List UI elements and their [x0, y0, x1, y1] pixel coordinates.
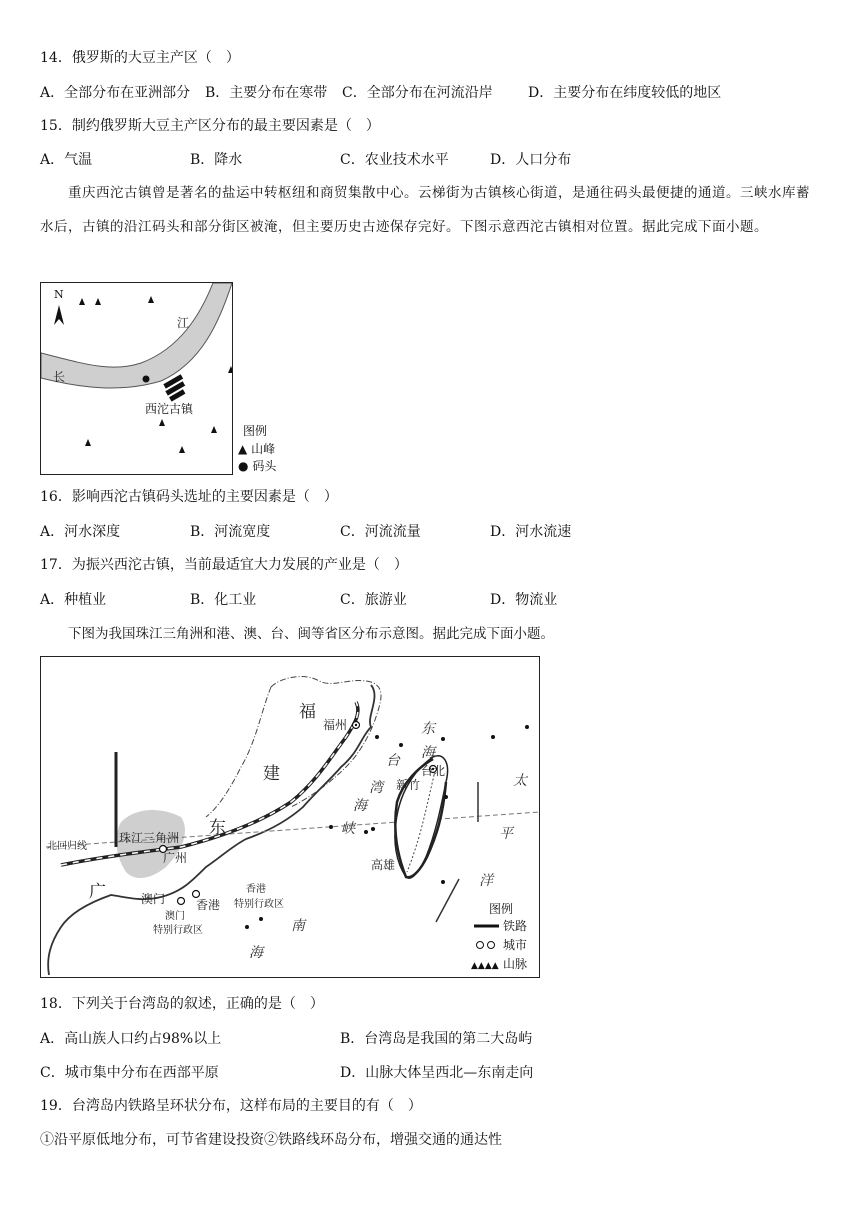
q15-option-a: A．气温: [40, 152, 93, 168]
label-xia: 峡: [341, 821, 355, 837]
town-label: 西沱古镇: [145, 402, 194, 416]
map2-legend-city: 城市: [503, 938, 528, 952]
xituo-map: [40, 282, 233, 475]
q18-option-d: D．山脉大体呈西北—东南走向: [340, 1065, 534, 1081]
label-yang: 洋: [479, 873, 493, 889]
label-hai: 海: [353, 798, 367, 814]
label-hk-sar-1: 香港: [246, 884, 266, 895]
q17-stem: 17．为振兴西沱古镇，当前最适宜大力发展的产业是（ ）: [40, 557, 408, 573]
label-nan: 南: [291, 918, 305, 934]
passage-pearl-delta: 下图为我国珠江三角洲和港、澳、台、闽等省区分布示意图。据此完成下面小题。: [68, 626, 554, 642]
label-donghai-1: 东: [421, 721, 435, 737]
label-xianggang: 香港: [196, 898, 221, 912]
river-char-jiang: 江: [177, 316, 190, 330]
map2-legend: [471, 901, 527, 971]
province-boundary-west: [206, 687, 271, 817]
q16-stem: 16．影响西沱古镇码头选址的主要因素是（ ）: [40, 489, 338, 505]
q14-option-c: C．全部分布在河流沿岸: [342, 85, 493, 101]
dock-marker: [143, 376, 150, 383]
q15-option-c: C．农业技术水平: [340, 152, 449, 168]
q18-option-c: C．城市集中分布在西部平原: [40, 1065, 219, 1081]
q15-option-d: D．人口分布: [490, 152, 572, 168]
q19-statement: ①沿平原低地分布，可节省建设投资②铁路线环岛分布，增强交通的通达性: [40, 1132, 502, 1148]
q17-option-c: C．旅游业: [340, 592, 407, 608]
q14-option-b: B．主要分布在寒带: [205, 85, 328, 101]
map2-legend-railway: 铁路: [503, 919, 528, 933]
label-tai: 台: [386, 753, 400, 769]
label-gaoxiong: 高雄: [371, 858, 396, 872]
label-taibei: 台北: [421, 764, 446, 778]
passage-xituo: 重庆西沱古镇曾是著名的盐运中转枢纽和商贸集散中心。云梯街为古镇核心街道，是通往码头最便捷的通道。三峡水库蓄水后，古镇的沿江码头和部分街区被淹，但主要历史古迹保存完好。下图示意西沱古镇相对位置。据此完成下面小题。: [40, 185, 810, 235]
label-wan: 湾: [369, 780, 383, 796]
label-xinzhu: 新竹: [396, 778, 421, 792]
q19-stem: 19．台湾岛内铁路呈环状分布，这样布局的主要目的有（ ）: [40, 1098, 422, 1114]
label-jian: 建: [263, 764, 280, 784]
mountain-icon: ▲▲▲▲: [471, 961, 499, 971]
label-hk-sar-2: 特别行政区: [234, 899, 284, 910]
label-fuzhou: 福州: [323, 718, 348, 732]
river-char-chang: 长: [53, 370, 66, 384]
label-hai3: 海: [249, 945, 263, 961]
q17-option-b: B．化工业: [190, 592, 257, 608]
map2-legend-mountain: 山脉: [503, 957, 528, 971]
south-china-map: [40, 656, 540, 978]
q14-stem: 14．俄罗斯的大豆主产区（ ）: [40, 50, 240, 66]
map1-legend-title: 图例: [243, 424, 268, 438]
label-guangzhou: 广州: [163, 851, 188, 865]
label-fu: 福: [299, 702, 316, 722]
map1-legend-dock: ● 码头: [238, 459, 277, 473]
north-arrow-icon: [54, 305, 64, 325]
q16-option-c: C．河流流量: [340, 524, 421, 540]
map1-legend-peak: ▲ 山峰: [238, 442, 276, 456]
label-zhujiang: 珠江三角洲: [119, 831, 180, 845]
label-ping: 平: [499, 826, 513, 842]
q14-option-a: A．全部分布在亚洲部分: [40, 85, 191, 101]
q17-option-d: D．物流业: [490, 592, 558, 608]
q16-option-b: B．河流宽度: [190, 524, 271, 540]
label-tai2: 太: [513, 773, 527, 789]
label-tropic: 北回归线: [47, 841, 87, 852]
q15-stem: 15．制约俄罗斯大豆主产区分布的最主要因素是（ ）: [40, 118, 380, 134]
label-donghai-2: 海: [421, 745, 435, 761]
railway-main: [61, 702, 358, 865]
label-mo-sar-1: 澳门: [165, 911, 185, 922]
q16-option-d: D．河水流速: [490, 524, 572, 540]
q14-option-d: D．主要分布在纬度较低的地区: [528, 85, 722, 101]
q15-option-b: B．降水: [190, 152, 243, 168]
q18-option-a: A．高山族人口约占98%以上: [40, 1031, 222, 1047]
label-mo-sar-2: 特别行政区: [153, 925, 203, 936]
q18-option-b: B．台湾岛是我国的第二大岛屿: [340, 1031, 533, 1047]
dock-icon: ●: [238, 459, 249, 473]
q17-option-a: A．种植业: [40, 592, 107, 608]
yangtze-river: [41, 283, 232, 388]
q16-option-a: A．河水深度: [40, 524, 121, 540]
label-aomen: 澳门: [141, 892, 166, 906]
peak-icon: ▲: [238, 442, 248, 456]
north-label: N: [54, 288, 64, 301]
q18-stem: 18．下列关于台湾岛的叙述，正确的是（ ）: [40, 996, 324, 1012]
label-guang: 广: [89, 882, 106, 902]
label-dong: 东: [209, 818, 226, 838]
province-boundary-fujian: [271, 677, 381, 807]
map2-legend-title: 图例: [489, 902, 514, 916]
